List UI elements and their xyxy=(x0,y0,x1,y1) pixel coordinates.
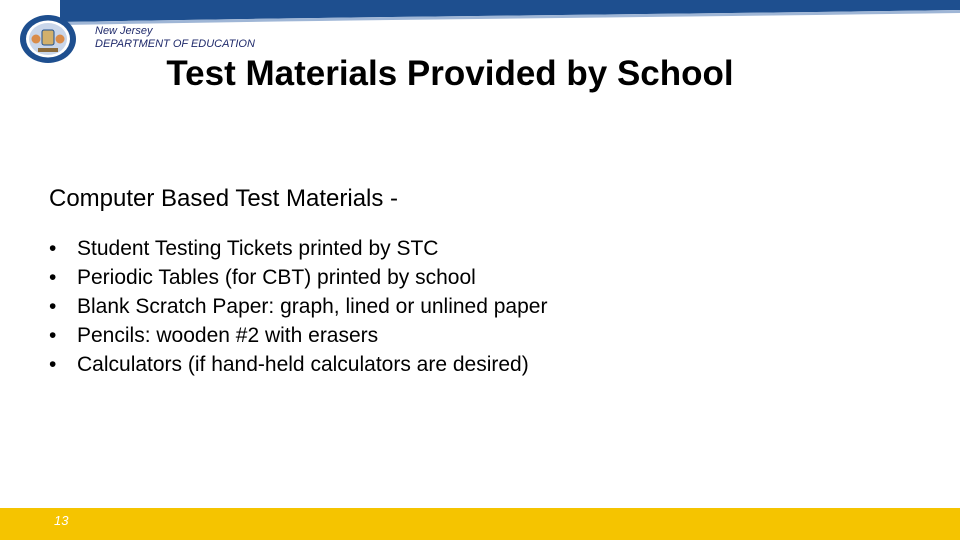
list-item-text: Periodic Tables (for CBT) printed by school xyxy=(77,266,476,289)
list-item xyxy=(49,321,547,350)
agency-line-state: New Jersey xyxy=(95,25,153,37)
bullet-icon: • xyxy=(49,237,57,260)
bullet-icon: • xyxy=(49,266,57,289)
slide-subtitle: Computer Based Test Materials - xyxy=(49,185,399,212)
list-item xyxy=(49,292,547,321)
agency-name xyxy=(95,25,255,51)
list-item-text: Blank Scratch Paper: graph, lined or unlined paper xyxy=(77,295,548,318)
bullet-icon: • xyxy=(49,324,57,347)
bullet-icon: • xyxy=(49,353,57,376)
list-item xyxy=(49,350,547,379)
list-item-text: Calculators (if hand-held calculators are desired) xyxy=(77,353,529,376)
agency-line-department: DEPARTMENT OF EDUCATION xyxy=(95,38,255,50)
slide-title: Test Materials Provided by School xyxy=(166,54,734,93)
bullet-icon: • xyxy=(49,295,57,318)
materials-list xyxy=(49,234,547,379)
list-item-text: Student Testing Tickets printed by STC xyxy=(77,237,439,260)
list-item xyxy=(49,263,547,292)
footer-bar xyxy=(0,508,960,540)
page-number: 13 xyxy=(54,513,69,528)
list-item xyxy=(49,234,547,263)
list-item-text: Pencils: wooden #2 with erasers xyxy=(77,324,379,347)
